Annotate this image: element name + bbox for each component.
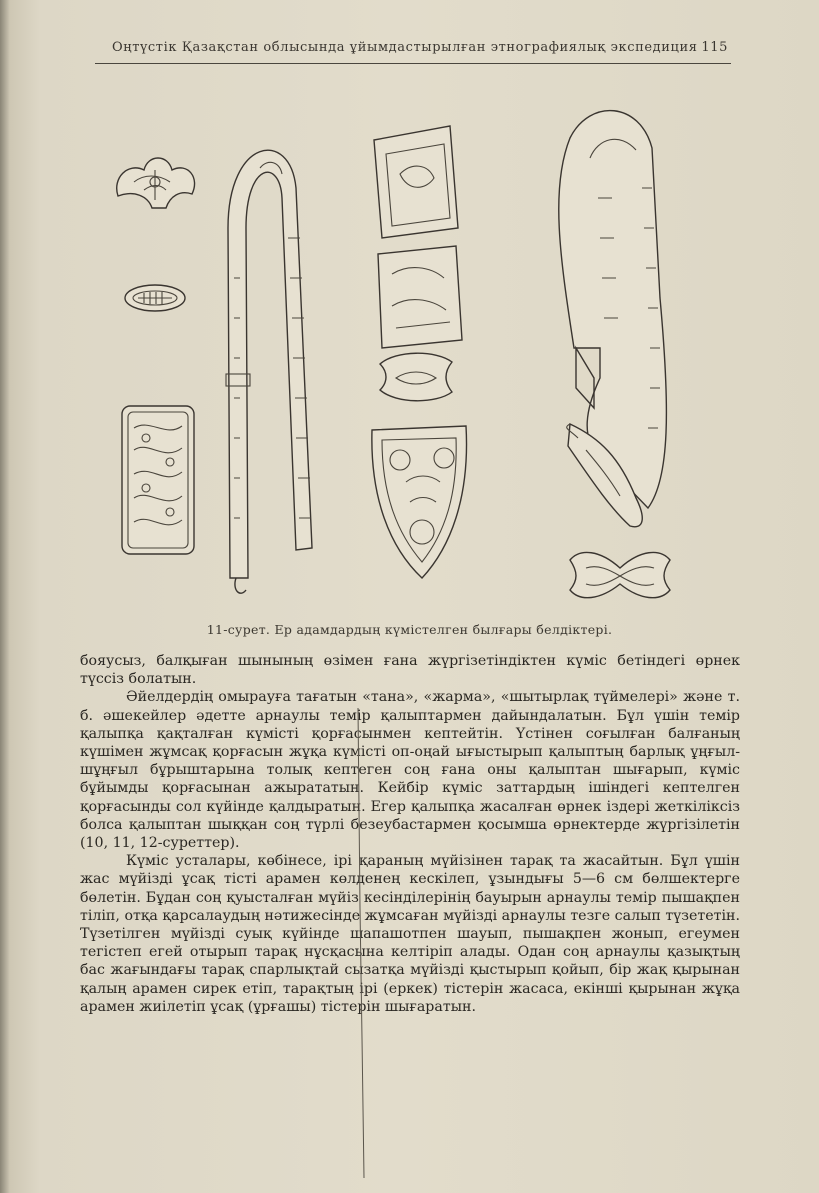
paragraph-3: Күміс усталары, көбінесе, ірі қараның мүйізінен тарақ та жасайтын. Бұл үшін жас мүйізді ұсақ тісті арамен көлденең кескілеп, ұзындығы 5—6 см бөлшектерге бөлетін. Бұдан соң қуысталған мүйіз кесінділерінің бауырын арнаулы темір пышақпен тіліп, отқа қарсалаудың нәтижесінде жұмсаған мүйізді арнаулы тезге салып түзететін. Түзетілген мүйізді суық күйінде шапашотпен шауып, пышақпен жонып, егеумен тегістеп егей отырып тарақ нұсқасына келтіріп алады. Одан соң арнаулы қазықтың бас жағындағы тарақ спарлықтай сызатқа мүйізді қыстырып қойып, бір жақ қырынан қалың арамен сирек етіп, тарақтың ірі (еркек) тістерін жасаса, екінші қырынан жұқа арамен жиілетіп ұсақ (ұрғашы) тістерін шығаратын. xyxy=(80,853,740,1015)
body-text xyxy=(80,652,740,1016)
belts-illustration xyxy=(100,78,700,628)
butterfly-buckle xyxy=(570,552,670,597)
book-spine-shadow xyxy=(0,0,10,1193)
page-number: 115 xyxy=(701,40,728,55)
figure-belts xyxy=(100,78,700,628)
figure-caption: 11-сурет. Ер адамдардың күмістелген былғары белдіктері. xyxy=(206,622,613,637)
running-head xyxy=(112,40,728,55)
tongue-plate xyxy=(372,426,467,578)
belt-long-left xyxy=(226,150,312,593)
running-head-title: Оңтүстік Қазақстан облысында ұйымдастырылған этнографиялық экспедиция xyxy=(112,40,698,55)
shield-plaques xyxy=(374,126,462,401)
header-rule xyxy=(95,63,731,64)
paragraph-1: бояусыз, балқыған шынының өзімен ғана жүргізетіндіктен күміс бетіндегі өрнек түссіз болатын. xyxy=(80,653,740,688)
oval-buckle xyxy=(125,285,185,311)
ornament-plaque-small xyxy=(117,158,195,208)
belt-long-right xyxy=(559,111,667,527)
pen-stroke-mark xyxy=(352,708,382,1178)
paragraph-2: Әйелдердің омырауға тағатын «тана», «жарма», «шытырлақ түймелері» және т. б. әшекейлер әдетте арнаулы темір қалыптармен дайындалатын. Бұл үшін темір қалыпқа қақталған күмісті қорғасынмен кептейтін. Үстінен соғылған балғаның күшімен жұмсақ қорғасын жұқа күмісті оп-оңай ығыстырып қалыптың барлық ұңғыл-шұңғыл бұрыштарына толық кептеген соң ғана оны қалыптан шығарып, күміс бұйымды қорғасынан ажырататын. Кейбір күміс заттардың ішіндегі кептелген қорғасынды сол күйінде қалдыратын. Егер қалыпқа жасалған өрнек іздері жеткіліксіз болса қалыптан шыққан соң түрлі безеубастармен қосымша өрнектерде жүргізілетін (10, 11, 12-суреттер). xyxy=(80,689,740,852)
ornamented-plate-left xyxy=(122,406,194,554)
